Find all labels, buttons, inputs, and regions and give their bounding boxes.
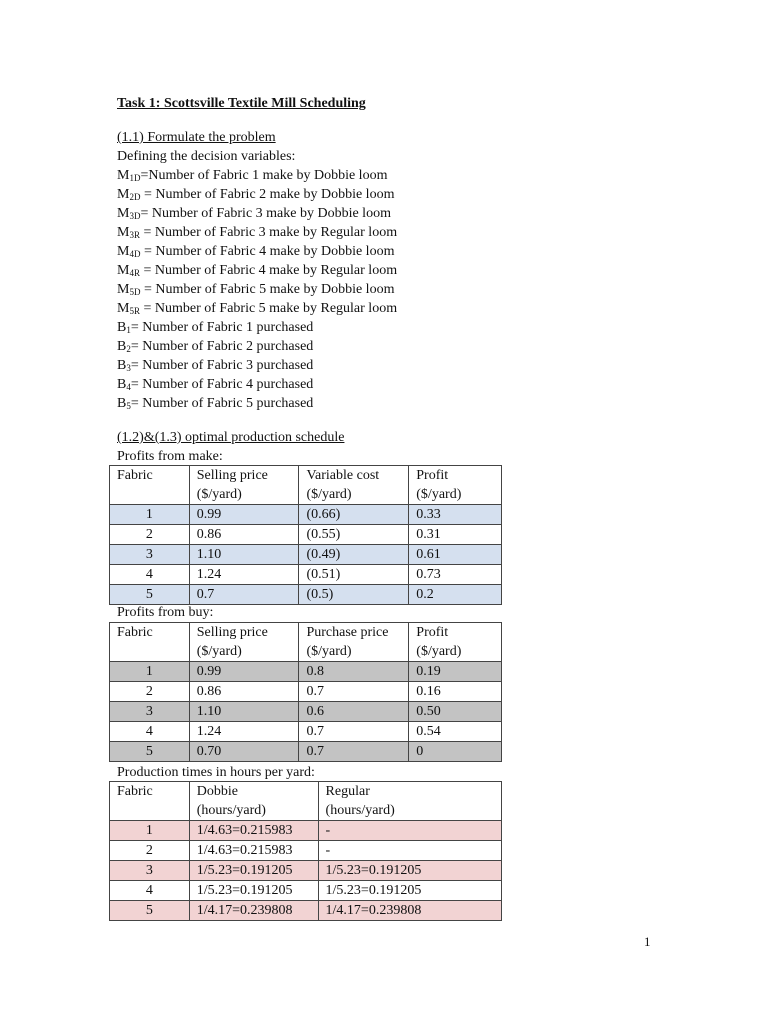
table-cell: 1/4.63=0.215983 [189, 841, 318, 861]
variable-definition: = Number of Fabric 5 purchased [130, 396, 314, 411]
table-header-row [110, 782, 502, 821]
production-time-table [109, 781, 502, 921]
column-header [318, 782, 501, 821]
decision-variable [117, 394, 397, 413]
table-cell: 0.8 [299, 662, 409, 682]
table-cell: 0.7 [299, 742, 409, 762]
table-row [110, 881, 502, 901]
variable-symbol: M [117, 187, 130, 202]
make-table-caption: Profits from make: [117, 449, 223, 464]
variable-subscript: 3D [129, 211, 141, 221]
table-row [110, 901, 502, 921]
decision-variable [117, 223, 397, 242]
variable-subscript: 3R [129, 230, 140, 240]
decision-variable [117, 356, 397, 375]
table-header-row [110, 623, 502, 662]
table-cell: 0.31 [409, 525, 502, 545]
variable-definition: = Number of Fabric 4 purchased [130, 377, 314, 392]
table-row [110, 682, 502, 702]
column-header [299, 466, 409, 505]
column-header-line: Selling price [196, 625, 268, 640]
column-header [299, 623, 409, 662]
table-cell: 1.24 [189, 565, 299, 585]
fabric-cell: 1 [110, 821, 190, 841]
page-number: 1 [644, 934, 651, 949]
variable-symbol: B [117, 377, 127, 392]
table-cell: 0.33 [409, 505, 502, 525]
table-cell: 0.70 [189, 742, 299, 762]
table-cell: 0.16 [409, 682, 502, 702]
table-row [110, 722, 502, 742]
table-cell: (0.51) [299, 565, 409, 585]
fabric-cell: 5 [110, 585, 190, 605]
column-header-line: (hours/yard) [325, 803, 395, 818]
table-row [110, 565, 502, 585]
table-cell: 1.10 [189, 545, 299, 565]
column-header-line: ($/yard) [306, 644, 352, 659]
section-1 [117, 128, 397, 413]
column-header-line: ($/yard) [196, 487, 242, 502]
table-cell: 0.86 [189, 682, 299, 702]
variable-definition: = Number of Fabric 3 purchased [130, 358, 314, 373]
table-cell: 0.50 [409, 702, 502, 722]
variable-definition: = Number of Fabric 3 make by Regular loom [139, 225, 398, 240]
table-row [110, 505, 502, 525]
variable-symbol: M [117, 244, 130, 259]
time-table-caption: Production times in hours per yard: [117, 765, 315, 780]
fabric-cell: 3 [110, 702, 190, 722]
table-row [110, 545, 502, 565]
table-cell: 1/5.23=0.191205 [189, 861, 318, 881]
variable-symbol: M [117, 282, 130, 297]
table-row [110, 662, 502, 682]
buy-table-caption: Profits from buy: [117, 605, 214, 620]
column-header [189, 466, 299, 505]
decision-variable [117, 299, 397, 318]
table-cell: 0.2 [409, 585, 502, 605]
table-header-row [110, 466, 502, 505]
section-1-intro: Defining the decision variables: [117, 149, 296, 164]
column-header-line: Dobbie [196, 784, 238, 799]
variable-definition: = Number of Fabric 3 make by Dobbie loom [140, 206, 391, 221]
table-cell: 0 [409, 742, 502, 762]
variable-subscript: 1 [126, 325, 131, 335]
table-cell: 1/5.23=0.191205 [189, 881, 318, 901]
table-cell: 1/4.63=0.215983 [189, 821, 318, 841]
column-header-line: Selling price [196, 468, 268, 483]
decision-variable [117, 375, 397, 394]
table-cell: - [318, 821, 501, 841]
table-cell: 1.24 [189, 722, 299, 742]
column-header-line: Fabric [117, 468, 153, 483]
decision-variable [117, 185, 397, 204]
variable-definition: = Number of Fabric 5 make by Regular loom [139, 301, 398, 316]
column-header-line: Variable cost [306, 468, 380, 483]
variable-subscript: 5R [129, 306, 140, 316]
buy-profit-table [109, 622, 502, 762]
variable-definition: = Number of Fabric 2 purchased [130, 339, 314, 354]
table-cell: 0.99 [189, 662, 299, 682]
make-profit-table [109, 465, 502, 605]
column-header-line: Purchase price [306, 625, 389, 640]
column-header-line: Regular [325, 784, 370, 799]
variable-symbol: M [117, 206, 130, 221]
variable-subscript: 1D [129, 173, 141, 183]
table-cell: 1/5.23=0.191205 [318, 881, 501, 901]
variable-subscript: 3 [126, 363, 131, 373]
section-1-heading: (1.1) Formulate the problem [117, 130, 276, 145]
fabric-cell: 5 [110, 742, 190, 762]
variable-symbol: M [117, 168, 130, 183]
table-row [110, 525, 502, 545]
decision-variable [117, 318, 397, 337]
variable-definition: = Number of Fabric 1 purchased [130, 320, 314, 335]
fabric-cell: 2 [110, 682, 190, 702]
fabric-cell: 4 [110, 565, 190, 585]
section-2-heading: (1.2)&(1.3) optimal production schedule [117, 430, 345, 445]
variable-symbol: M [117, 225, 130, 240]
document-title: Task 1: Scottsville Textile Mill Scheduling [117, 96, 366, 111]
variable-symbol: B [117, 320, 127, 335]
column-header-line: ($/yard) [196, 644, 242, 659]
fabric-cell: 2 [110, 525, 190, 545]
column-header-line: Profit [416, 625, 449, 640]
fabric-cell: 3 [110, 545, 190, 565]
variable-symbol: M [117, 301, 130, 316]
fabric-cell: 2 [110, 841, 190, 861]
decision-variable [117, 261, 397, 280]
column-header [409, 623, 502, 662]
variable-subscript: 4 [126, 382, 131, 392]
variable-subscript: 5D [129, 287, 141, 297]
table-row [110, 702, 502, 722]
table-cell: 0.99 [189, 505, 299, 525]
table-cell: (0.49) [299, 545, 409, 565]
column-header-line: ($/yard) [416, 487, 462, 502]
fabric-cell: 4 [110, 722, 190, 742]
variable-subscript: 4R [129, 268, 140, 278]
fabric-cell: 1 [110, 662, 190, 682]
fabric-cell: 1 [110, 505, 190, 525]
column-header [110, 623, 190, 662]
fabric-cell: 5 [110, 901, 190, 921]
table-cell: 0.7 [299, 722, 409, 742]
table-cell: 1/4.17=0.239808 [189, 901, 318, 921]
fabric-cell: 3 [110, 861, 190, 881]
table-cell: 0.19 [409, 662, 502, 682]
variable-subscript: 5 [126, 401, 131, 411]
variable-definition: = Number of Fabric 4 make by Regular loom [139, 263, 398, 278]
variable-symbol: B [117, 396, 127, 411]
table-row [110, 742, 502, 762]
table-cell: - [318, 841, 501, 861]
column-header-line: Fabric [117, 625, 153, 640]
table-cell: 0.61 [409, 545, 502, 565]
fabric-cell: 4 [110, 881, 190, 901]
variable-definition: =Number of Fabric 1 make by Dobbie loom [140, 168, 388, 183]
table-cell: 0.7 [299, 682, 409, 702]
table-cell: 0.54 [409, 722, 502, 742]
column-header [409, 466, 502, 505]
decision-variable [117, 204, 397, 223]
decision-variable [117, 337, 397, 356]
table-cell: 1/4.17=0.239808 [318, 901, 501, 921]
column-header [189, 623, 299, 662]
column-header [110, 466, 190, 505]
table-cell: 0.86 [189, 525, 299, 545]
decision-variable [117, 280, 397, 299]
table-cell: (0.55) [299, 525, 409, 545]
variable-symbol: M [117, 263, 130, 278]
table-cell: (0.66) [299, 505, 409, 525]
variable-subscript: 2D [129, 192, 141, 202]
table-cell: 1.10 [189, 702, 299, 722]
variable-symbol: B [117, 339, 127, 354]
table-cell: 1/5.23=0.191205 [318, 861, 501, 881]
decision-variable-list [117, 166, 397, 413]
table-row [110, 821, 502, 841]
table-cell: 0.6 [299, 702, 409, 722]
table-cell: (0.5) [299, 585, 409, 605]
table-row [110, 841, 502, 861]
variable-definition: = Number of Fabric 2 make by Dobbie loom [140, 187, 395, 202]
variable-subscript: 2 [126, 344, 131, 354]
table-row [110, 861, 502, 881]
column-header-line: ($/yard) [416, 644, 462, 659]
decision-variable [117, 242, 397, 261]
column-header-line: Profit [416, 468, 449, 483]
table-cell: 0.7 [189, 585, 299, 605]
column-header [189, 782, 318, 821]
table-cell: 0.73 [409, 565, 502, 585]
column-header [110, 782, 190, 821]
column-header-line: (hours/yard) [196, 803, 266, 818]
column-header-line: Fabric [117, 784, 153, 799]
table-row [110, 585, 502, 605]
column-header-line: ($/yard) [306, 487, 352, 502]
section-2 [117, 428, 344, 447]
variable-definition: = Number of Fabric 5 make by Dobbie loom [140, 282, 395, 297]
variable-subscript: 4D [129, 249, 141, 259]
variable-definition: = Number of Fabric 4 make by Dobbie loom [140, 244, 395, 259]
decision-variable [117, 166, 397, 185]
variable-symbol: B [117, 358, 127, 373]
